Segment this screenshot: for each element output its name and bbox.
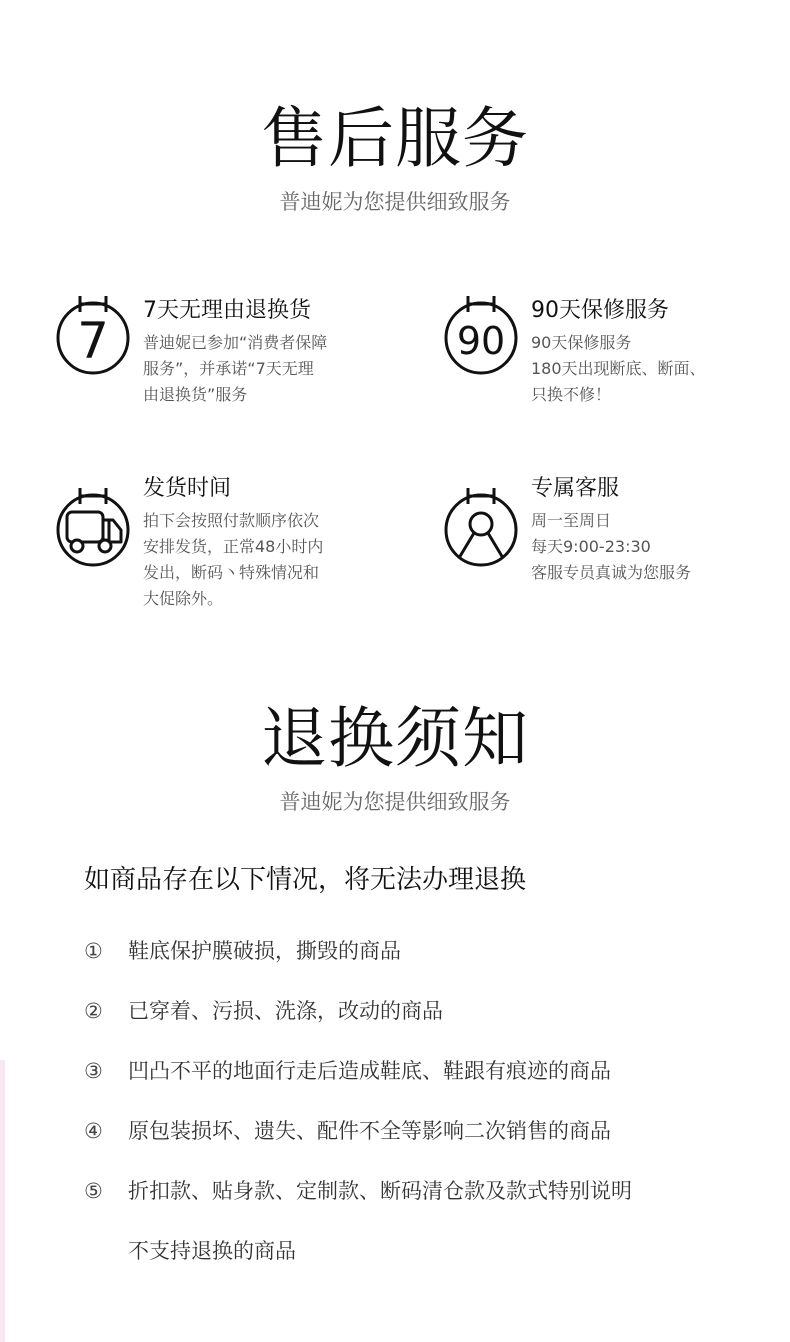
left-edge-accent [0,1060,5,1342]
service-description [143,508,383,612]
service-description-line: 由退换货”服务 [143,385,248,404]
rule-number: ② [84,999,103,1023]
service-description [531,508,771,586]
service-description-line: 普迪妮已参加“消费者保障 [143,333,328,352]
after-sales-title: 售后服务 [261,100,529,177]
seven-day-calendar-icon-text: 7 [77,312,109,370]
service-description [143,330,383,408]
rule-text: 原包装损坏、遗失、配件不全等影响二次销售的商品 [128,1119,611,1143]
service-description-line: 每天9:00-23:30 [531,537,651,556]
service-description-line: 大促除外。 [143,589,224,608]
service-description-line: 180天出现断底、断面、 [531,359,706,378]
return-notice-subtitle: 普迪妮为您提供细致服务 [279,790,511,814]
service-description [531,330,771,408]
service-seven-day-return [53,296,383,436]
service-description-line: 90天保修服务 [531,333,632,352]
return-notice-title: 退换须知 [261,700,529,777]
service-description-line: 拍下会按照付款顺序依次 [143,511,320,530]
rule-text: 鞋底保护膜破损，撕毁的商品 [128,939,401,963]
service-ninety-day-warranty [441,296,771,436]
rule-text-continued: 不支持退换的商品 [128,1239,296,1263]
service-delivery-time [53,474,383,624]
rule-item [84,1176,764,1276]
seven-day-calendar-icon [53,296,133,376]
rule-number: ③ [84,1059,103,1083]
customer-service-person-icon [441,488,521,568]
delivery-truck-icon [53,488,133,568]
service-description-line: 客服专员真诚为您服务 [531,563,692,582]
ninety-day-calendar-icon [441,296,521,376]
rule-number: ⑤ [84,1179,103,1203]
service-title: 发货时间 [143,476,232,501]
service-title: 7天无理由退换货 [143,298,311,323]
service-title: 专属客服 [531,476,620,501]
return-notice-heading: 如商品存在以下情况，将无法办理退换 [84,865,527,895]
rule-number: ① [84,939,103,963]
rule-number: ④ [84,1119,103,1143]
service-description-line: 服务”，并承诺“7天无理 [143,359,314,378]
service-customer-support [441,474,771,624]
rule-text: 折扣款、贴身款、定制款、断码清仓款及款式特别说明 [128,1179,632,1203]
ninety-day-calendar-icon-text: 90 [456,319,506,363]
after-sales-subtitle: 普迪妮为您提供细致服务 [279,190,511,214]
service-description-line: 发出，断码丶特殊情况和 [143,563,320,582]
rule-text: 已穿着、污损、洗涤，改动的商品 [128,999,443,1023]
rule-text: 凹凸不平的地面行走后造成鞋底、鞋跟有痕迹的商品 [128,1059,611,1083]
service-description-line: 只换不修！ [531,385,612,404]
service-description-line: 周一至周日 [531,511,612,530]
service-description-line: 安排发货，正常48小时内 [143,537,324,556]
service-title: 90天保修服务 [531,298,669,323]
